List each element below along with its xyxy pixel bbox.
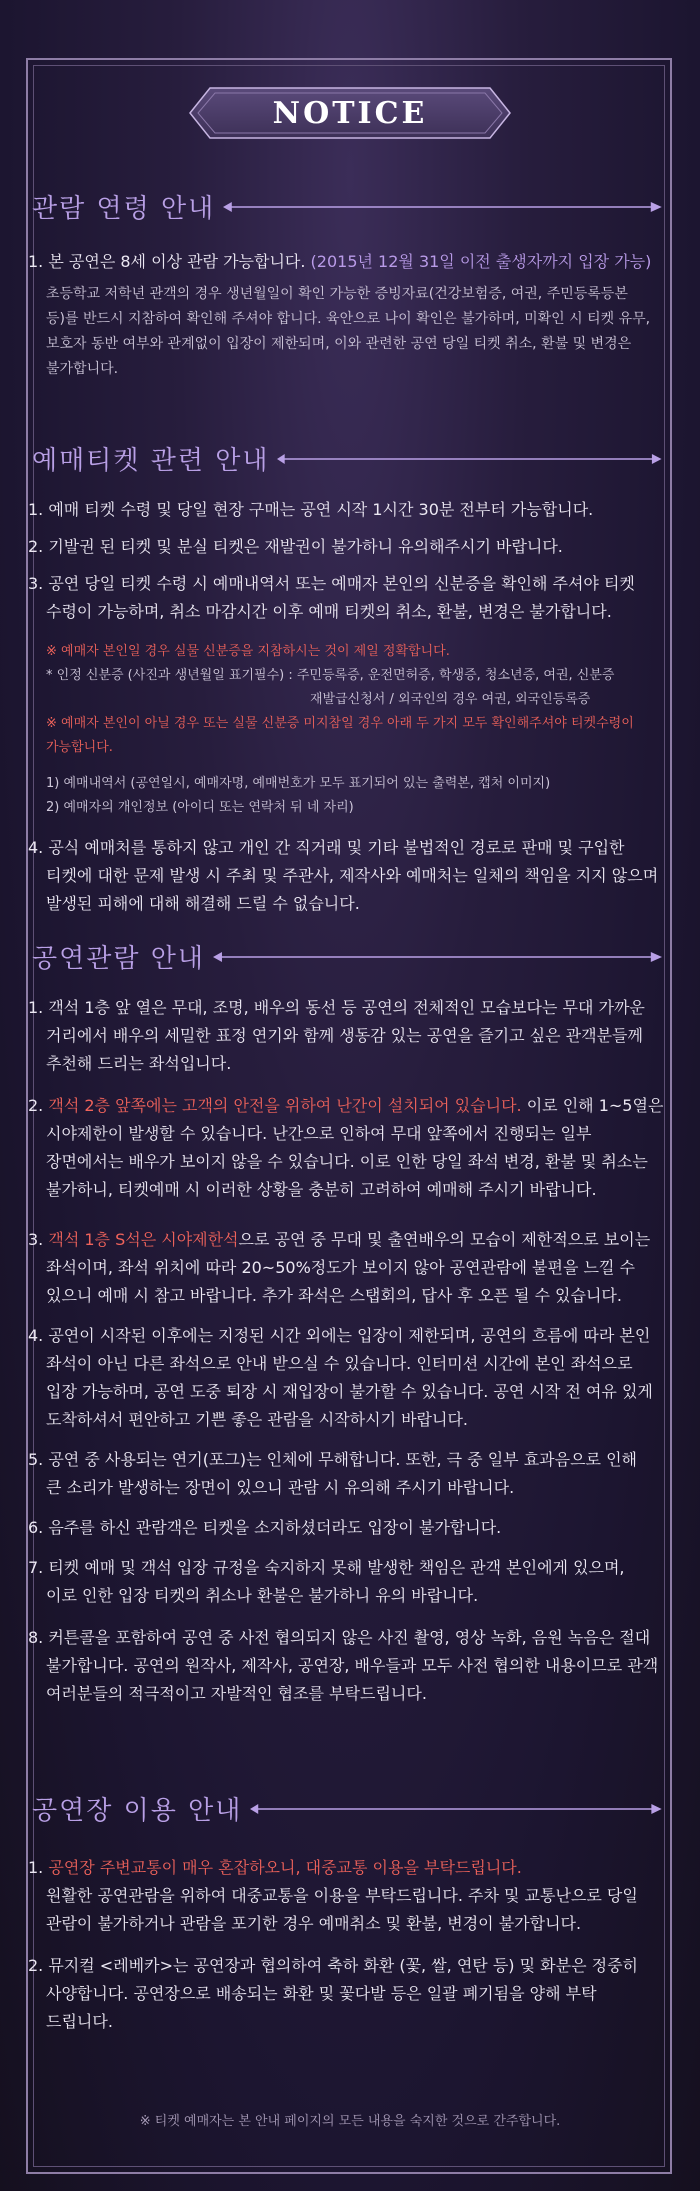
viewing-item-4-cont: 도착하셔서 편안하고 기쁜 좋은 관람을 시작하시기 바랍니다.: [46, 1410, 469, 1429]
ticket-non-owner-warning-cont: 가능합니다.: [46, 740, 113, 755]
viewing-item-4: 4. 공연이 시작된 이후에는 지정된 시간 외에는 입장이 제한되며, 공연의 흐름에 따라 본인: [28, 1326, 651, 1345]
age-detail-line: 초등학교 저학년 관객의 경우 생년월일이 확인 가능한 증빙자료(건강보험증, 여권, 주민등록등본: [46, 286, 628, 302]
ticket-item-1: 1. 예매 티켓 수령 및 당일 현장 구매는 공연 시작 1시간 30분 전부터 가능합니다.: [28, 500, 594, 519]
accepted-id-list: * 인정 신분증 (사진과 생년월일 표기필수) : 주민등록증, 운전면허증, 학생증, 청소년증, 여권, 신분증: [46, 668, 615, 683]
section-title: 관람 연령 안내: [32, 194, 216, 224]
arrow-line-icon: [250, 1801, 662, 1817]
required-doc-2: 2) 예매자의 개인정보 (아이디 또는 연락처 뒤 네 자리): [46, 800, 354, 815]
restricted-seat-warning: 객석 1층 S석은 시야제한석: [48, 1230, 239, 1249]
viewing-item-4-cont: 좌석이 아닌 다른 좌석으로 안내 받으실 수 있습니다. 인터미션 시간에 본인 좌석으로: [46, 1354, 633, 1373]
item-text: 으로 공연 중 무대 및 출연배우의 모습이 제한적으로 보이는: [238, 1230, 651, 1249]
item-number: 1.: [28, 1858, 44, 1877]
viewing-item-2-cont: 시야제한이 발생할 수 있습니다. 난간으로 인하여 무대 앞쪽에서 진행되는 일부: [46, 1124, 592, 1143]
ticket-item-3-cont: 수령이 가능하며, 취소 마감시간 이후 예매 티켓의 취소, 환불, 변경은 불가합니다.: [46, 602, 612, 621]
viewing-item-8-cont: 불가합니다. 공연의 원작사, 제작사, 공연장, 배우들과 모두 사전 협의한 내용이므로 관객: [46, 1656, 659, 1675]
ticket-item-4-cont: 티켓에 대한 문제 발생 시 주최 및 주관사, 제작사와 예매처는 일체의 책임을 지지 않으며: [46, 866, 659, 885]
birth-highlight: (2015년 12월 31일 이전 출생자까지 입장 가능): [310, 252, 652, 271]
notice-title: NOTICE: [272, 96, 428, 131]
section-header-venue: [32, 1790, 662, 1827]
viewing-item-4-cont: 입장 가능하며, 공연 도중 퇴장 시 재입장이 불가할 수 있습니다. 공연 시작 전 여유 있게: [46, 1382, 653, 1401]
viewing-item-8: 8. 커튼콜을 포함하여 공연 중 사전 협의되지 않은 사진 촬영, 영상 녹화, 음원 녹음은 절대: [28, 1628, 651, 1647]
venue-item-2-cont: 드립니다.: [46, 2012, 113, 2031]
venue-item-2-cont: 사양합니다. 공연장으로 배송되는 화환 및 꽃다발 등은 일괄 폐기됨을 양해 부탁: [46, 1984, 597, 2003]
venue-item-2: 2. 뮤지컬 <레베카>는 공연장과 협의하여 축하 화환 (꽃, 쌀, 연탄 등) 및 화분은 정중히: [28, 1956, 638, 1975]
viewing-item-2-cont: 장면에서는 배우가 보이지 않을 수 있습니다. 이로 인한 당일 좌석 변경, 환불 및 취소는: [46, 1152, 648, 1171]
traffic-warning: 공연장 주변교통이 매우 혼잡하오니, 대중교통 이용을 부탁드립니다.: [48, 1858, 522, 1877]
viewing-item-3-cont: 좌석이며, 좌석 위치에 따라 20~50%정도가 보이지 않아 공연관람에 불편을 느낄 수: [46, 1258, 635, 1277]
age-detail-line: 등)를 반드시 지참하여 확인해 주셔야 합니다. 육안으로 나이 확인은 불가하며, 미확인 시 티켓 유무,: [46, 311, 651, 327]
arrow-line-icon: [223, 199, 662, 215]
venue-item-1-cont: 원활한 공연관람을 위하여 대중교통을 이용을 부탁드립니다. 주차 및 교통난으로 당일: [46, 1886, 638, 1905]
accepted-id-list-cont: 재발급신청서 / 외국인의 경우 여권, 외국인등록증: [310, 692, 591, 707]
viewing-item-8-cont: 여러분들의 적극적이고 자발적인 협조를 부탁드립니다.: [46, 1684, 427, 1703]
item-text: 이로 인해 1~5열은: [521, 1096, 664, 1115]
venue-item-1-cont: 관람이 불가하거나 관람을 포기한 경우 예매취소 및 환불, 변경이 불가합니다.: [46, 1914, 582, 1933]
footer-disclaimer: ※ 티켓 예매자는 본 안내 페이지의 모든 내용을 숙지한 것으로 간주합니다.: [139, 2114, 561, 2129]
age-item-1: [28, 248, 664, 276]
ticket-non-owner-warning: ※ 예매자 본인이 아닐 경우 또는 실물 신분증 미지참일 경우 아래 두 가지 모두 확인해주셔야 티켓수령이: [46, 716, 634, 731]
viewing-item-3-cont: 있으니 예매 시 참고 바랍니다. 추가 좌석은 스탭회의, 답사 후 오픈 될 수 있습니다.: [46, 1286, 622, 1305]
viewing-item-2: [28, 1092, 664, 1120]
section-header-viewing: [32, 938, 662, 975]
ticket-id-warning: ※ 예매자 본인일 경우 실물 신분증을 지참하시는 것이 제일 정확합니다.: [46, 644, 450, 659]
arrow-line-icon: [277, 451, 662, 467]
viewing-item-2-cont: 불가하니, 티켓예매 시 이러한 상황을 충분히 고려하여 예매해 주시기 바랍니다.: [46, 1180, 597, 1199]
railing-warning: 객석 2층 앞쪽에는 고객의 안전을 위하여 난간이 설치되어 있습니다.: [48, 1096, 522, 1115]
section-title: 공연관람 안내: [32, 944, 205, 974]
viewing-item-1: 1. 객석 1층 앞 열은 무대, 조명, 배우의 동선 등 공연의 전체적인 모습보다는 무대 가까운: [28, 998, 645, 1017]
viewing-item-7: 7. 티켓 예매 및 객석 입장 규정을 숙지하지 못해 발생한 책임은 관객 본인에게 있으며,: [28, 1558, 625, 1577]
viewing-item-6: 6. 음주를 하신 관람객은 티켓을 소지하셨더라도 입장이 불가합니다.: [28, 1518, 502, 1537]
item-number: 1.: [28, 252, 44, 271]
viewing-item-1-cont: 거리에서 배우의 세밀한 표정 연기와 함께 생동감 있는 공연을 즐기고 싶은 관객분들께: [46, 1026, 643, 1045]
venue-item-1: [28, 1854, 664, 1882]
viewing-item-5-cont: 큰 소리가 발생하는 장면이 있으니 관람 시 유의해 주시기 바랍니다.: [46, 1478, 515, 1497]
item-text: 본 공연은 8세 이상 관람 가능합니다.: [48, 252, 306, 271]
viewing-item-5: 5. 공연 중 사용되는 연기(포그)는 인체에 무해합니다. 또한, 극 중 일부 효과음으로 인해: [28, 1450, 638, 1469]
required-doc-1: 1) 예매내역서 (공연일시, 예매자명, 예매번호가 모두 표기되어 있는 출력본, 캡처 이미지): [46, 776, 551, 791]
viewing-item-7-cont: 이로 인한 입장 티켓의 취소나 환불은 불가하니 유의 바랍니다.: [46, 1586, 479, 1605]
age-detail-line: 보호자 동반 여부와 관계없이 입장이 제한되며, 이와 관련한 공연 당일 티켓 취소, 환불 및 변경은: [46, 336, 632, 352]
viewing-item-1-cont: 추천해 드리는 좌석입니다.: [46, 1054, 232, 1073]
arrow-line-icon: [213, 949, 662, 965]
section-header-ticket: [32, 440, 662, 477]
item-number: 3.: [28, 1230, 44, 1249]
section-title: 공연장 이용 안내: [32, 1796, 243, 1826]
ticket-item-2: 2. 기발권 된 티켓 및 분실 티켓은 재발권이 불가하니 유의해주시기 바랍니다.: [28, 537, 563, 556]
item-number: 2.: [28, 1096, 44, 1115]
ticket-item-4: 4. 공식 예매처를 통하지 않고 개인 간 직거래 및 기타 불법적인 경로로 판매 및 구입한: [28, 838, 625, 857]
notice-banner: [180, 84, 520, 142]
section-header-age: [32, 188, 662, 225]
section-title: 예매티켓 관련 안내: [32, 446, 270, 476]
viewing-item-3: [28, 1226, 664, 1254]
ticket-item-4-cont: 발생된 피해에 대해 해결해 드릴 수 없습니다.: [46, 894, 360, 913]
age-detail-line: 불가합니다.: [46, 361, 119, 377]
ticket-item-3: 3. 공연 당일 티켓 수령 시 예매내역서 또는 예매자 본인의 신분증을 확인해 주셔야 티켓: [28, 574, 635, 593]
